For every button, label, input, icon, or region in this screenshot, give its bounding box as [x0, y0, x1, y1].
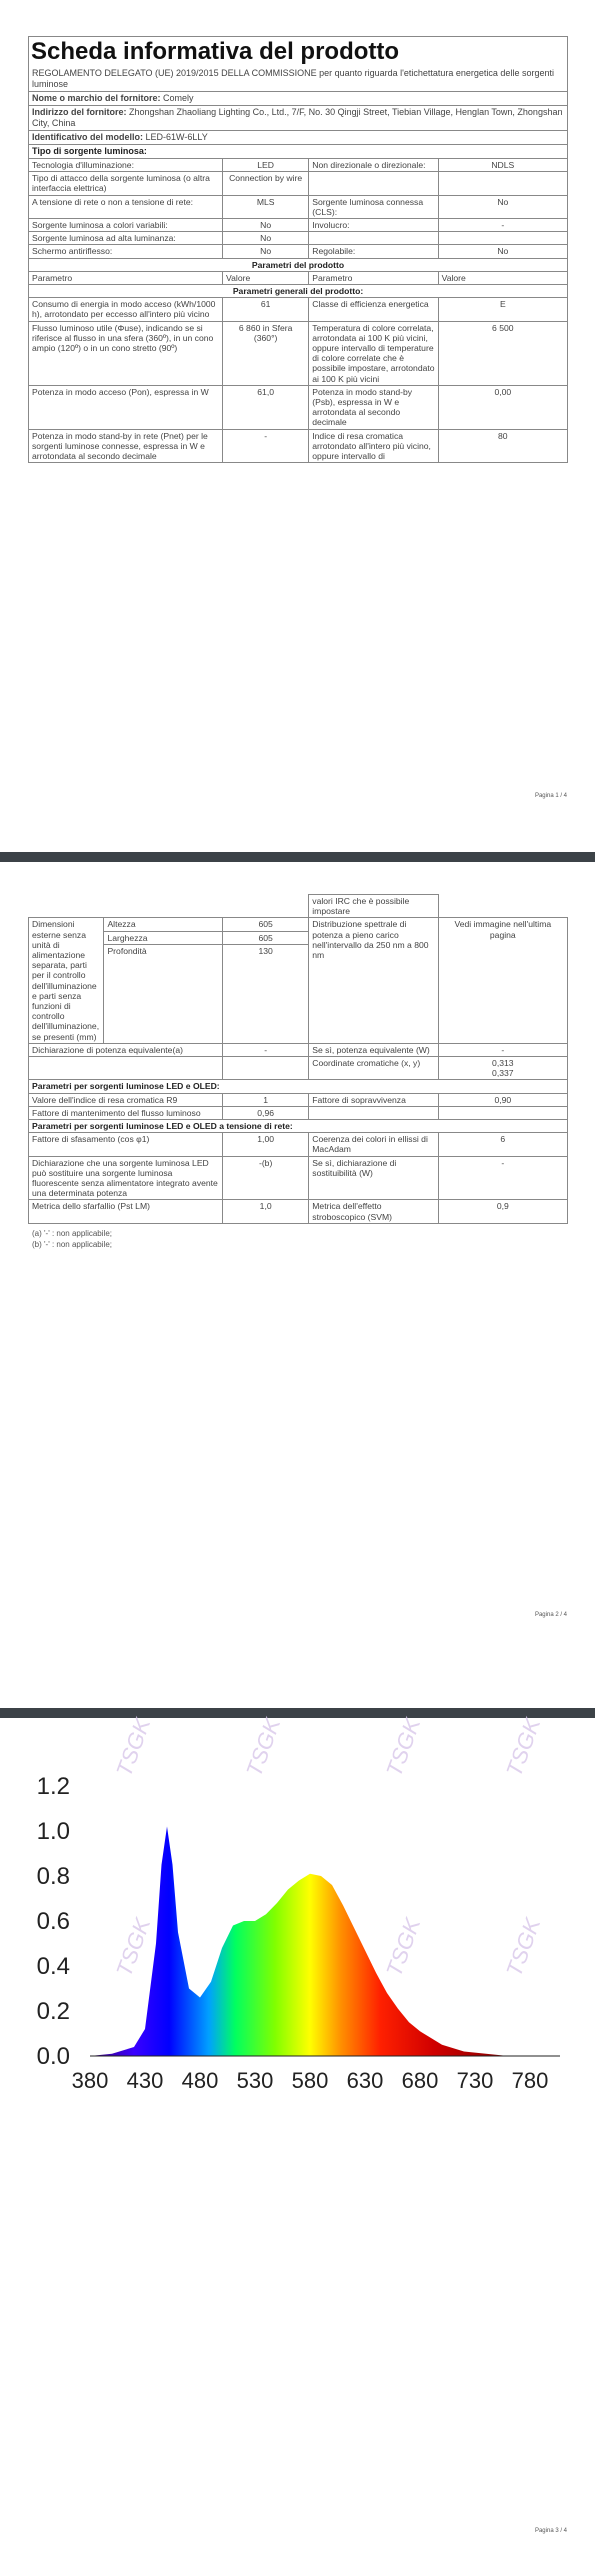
- cell: Indice di resa cromatica arrotondato all'intero più vicino, oppure intervallo di: [309, 429, 438, 463]
- cell: [438, 232, 567, 245]
- cell: 80: [438, 429, 567, 463]
- table-row: [29, 219, 568, 232]
- page-1-content: [28, 36, 568, 463]
- cell: 6 860 in Sfera (360°): [223, 321, 309, 385]
- watermark-text: TSGK: [501, 1714, 546, 1780]
- cell: Fattore di sfasamento (cos φ1): [29, 1133, 223, 1156]
- model-value: LED-61W-6LLY: [145, 132, 208, 142]
- y-tick-label: 0.4: [36, 1953, 70, 1980]
- cell: [438, 172, 567, 195]
- cell: Coordinate cromatiche (x, y): [309, 1057, 438, 1080]
- cell: Schermo antiriflesso:: [29, 245, 223, 258]
- cell: 6 500: [438, 321, 567, 385]
- x-tick-label: 680: [401, 2068, 439, 2093]
- cell: No: [438, 195, 567, 218]
- watermark-text: TSGK: [111, 1714, 156, 1780]
- cell: 0,00: [438, 385, 567, 429]
- table-row: [29, 298, 568, 321]
- cell: Potenza in modo stand-by (Psb), espressa in W e arrotondata al secondo decimale: [309, 385, 438, 429]
- spectrum-chart: [20, 1714, 580, 2098]
- x-tick-label: 430: [126, 2068, 164, 2093]
- brand-value: Comely: [163, 93, 194, 103]
- watermark-text: TSGK: [241, 1714, 286, 1780]
- cell: Consumo di energia in modo acceso (kWh/1000 h), arrotondato per eccesso all'intero più vicino: [29, 298, 223, 321]
- cell: A tensione di rete o non a tensione di rete:: [29, 195, 223, 218]
- spectrum-label: Distribuzione spettrale di potenza a pieno carico nell'intervallo da 250 nm a 800 nm: [309, 918, 438, 1043]
- cell: [309, 1106, 438, 1119]
- cell: Se sì, potenza equivalente (W): [309, 1043, 438, 1056]
- cell: Sorgente luminosa connessa (CLS):: [309, 195, 438, 218]
- cell: Potenza in modo acceso (Pon), espressa in W: [29, 385, 223, 429]
- cell: 1: [223, 1093, 309, 1106]
- cell: Involucro:: [309, 219, 438, 232]
- table-row: [29, 245, 568, 258]
- model-row: [29, 131, 567, 145]
- cell: Tecnologia d'illuminazione:: [29, 159, 223, 172]
- cell: -: [223, 1043, 309, 1056]
- watermark-text: TSGK: [381, 1914, 426, 1980]
- cell: Fattore di mantenimento del flusso luminoso: [29, 1106, 223, 1119]
- cell: Dichiarazione di potenza equivalente(a): [29, 1043, 223, 1056]
- footnote-b: (b) '-' : non applicabile;: [32, 1239, 112, 1249]
- dims-values: [223, 918, 309, 1043]
- page-number: Pagina 1 / 4: [534, 793, 567, 799]
- cell: Connection by wire: [223, 172, 309, 195]
- general-params-heading: Parametri generali del prodotto:: [29, 285, 568, 298]
- cell: Tipo di attacco della sorgente luminosa (o altra interfaccia elettrica): [29, 172, 223, 195]
- height-value: 605: [223, 918, 308, 931]
- cell: 1,0: [223, 1200, 309, 1223]
- table-row: [29, 195, 568, 218]
- x-tick-label: 380: [71, 2068, 109, 2093]
- chromaticity-value: 0,313 0,337: [438, 1057, 567, 1080]
- cell: 0,90: [438, 1093, 567, 1106]
- section-header: [29, 285, 568, 298]
- cell: Coerenza dei colori in ellissi di MacAdam: [309, 1133, 438, 1156]
- page-separator: [0, 1708, 595, 1718]
- x-tick-label: 630: [346, 2068, 384, 2093]
- cell: [438, 895, 567, 918]
- page-separator: [0, 852, 595, 862]
- depth-label: Profondità: [107, 945, 147, 956]
- depth-value: 130: [258, 945, 273, 956]
- watermark-text: TSGK: [111, 1914, 156, 1980]
- cell: MLS: [223, 195, 309, 218]
- section-header: [29, 1080, 568, 1093]
- cell: No: [438, 245, 567, 258]
- y-tick-label: 0.8: [36, 1863, 70, 1890]
- table-row: [29, 1043, 568, 1056]
- cell: 6: [438, 1133, 567, 1156]
- y-tick-label: 0.2: [36, 1998, 70, 2025]
- footnotes: [28, 1228, 568, 1250]
- table-row: [29, 1057, 568, 1080]
- y-tick-label: 1.0: [36, 1818, 70, 1845]
- cell: NDLS: [438, 159, 567, 172]
- x-tick-label: 530: [236, 2068, 274, 2093]
- section-header: [29, 1120, 568, 1133]
- brand-row: [29, 92, 567, 106]
- led-params-heading: Parametri per sorgenti luminose LED e OLED:: [29, 1080, 568, 1093]
- x-tick-label: 730: [456, 2068, 494, 2093]
- height-label: Altezza: [104, 918, 222, 931]
- width-label: Larghezza: [104, 932, 222, 945]
- regulation-text: REGOLAMENTO DELEGATO (UE) 2019/2015 DELLA COMMISSIONE per quanto riguarda l'etichettatura energetica delle sorgenti luminose: [29, 67, 567, 92]
- model-label: Identificativo del modello:: [32, 132, 144, 142]
- cell: Classe di efficienza energetica: [309, 298, 438, 321]
- cell: Flusso luminoso utile (Φuse), indicando se si riferisce al flusso in una sfera (360º), in un cono ampio (120º) o in un cono stretto (90º): [29, 321, 223, 385]
- y-tick-label: 0.0: [36, 2043, 70, 2070]
- table-row: [29, 172, 568, 195]
- cell: 0,9: [438, 1200, 567, 1223]
- cell: Temperatura di colore correlata, arrotondata ai 100 K più vicini, oppure intervallo di temperature di colore correlate che è possibile impostare, arrotondato ai 100 K più vicini: [309, 321, 438, 385]
- cell: [29, 1057, 223, 1080]
- x-tick-label: 480: [181, 2068, 219, 2093]
- cell: No: [223, 232, 309, 245]
- params-table-continued: [28, 894, 568, 1224]
- spectrum-value: Vedi immagine nell'ultima pagina: [438, 918, 567, 1043]
- cell: E: [438, 298, 567, 321]
- table-row: [29, 1133, 568, 1156]
- dimensions-label: Dimensioni esterne senza unità di alimentazione separata, parti per il controllo dell'illuminazione e parti senza funzioni di controllo dell'illuminazione, se presenti (mm): [29, 918, 104, 1043]
- cell: Metrica dell'effetto stroboscopico (SVM): [309, 1200, 438, 1223]
- cell: -: [438, 1156, 567, 1200]
- address-row: [29, 106, 567, 131]
- cell: Valore dell'indice di resa cromatica R9: [29, 1093, 223, 1106]
- column-header: Parametro: [29, 271, 223, 284]
- product-params-heading: Parametri del prodotto: [29, 258, 568, 271]
- spectrum-chart-svg: [20, 1714, 580, 2098]
- page-2: [0, 862, 595, 1708]
- cell: [29, 895, 309, 918]
- cell: [309, 232, 438, 245]
- watermark-text: TSGK: [501, 1914, 546, 1980]
- cell: [438, 1106, 567, 1119]
- cell: Se sì, dichiarazione di sostituibilità (W): [309, 1156, 438, 1200]
- cell: 0,96: [223, 1106, 309, 1119]
- table-row: [29, 429, 568, 463]
- x-tick-label: 780: [511, 2068, 549, 2093]
- source-table: [28, 158, 568, 463]
- cell: Potenza in modo stand-by in rete (Pnet) per le sorgenti luminose connesse, espressa in W e arrotondata al secondo decimale: [29, 429, 223, 463]
- dims-names: [104, 918, 223, 1043]
- cell: Non direzionale o direzionale:: [309, 159, 438, 172]
- mains-params-heading: Parametri per sorgenti luminose LED e OLED a tensione di rete:: [29, 1120, 568, 1133]
- spectrum-area: [90, 1827, 530, 2057]
- x-tick-label: 580: [291, 2068, 329, 2093]
- y-axis-ticks: [37, 1773, 70, 2070]
- page-1: [0, 0, 595, 852]
- table-row: [29, 1156, 568, 1200]
- cell: Fattore di sopravvivenza: [309, 1093, 438, 1106]
- cell: No: [223, 219, 309, 232]
- x-axis-ticks: [72, 2068, 549, 2093]
- column-header: Valore: [223, 271, 309, 284]
- cell: Sorgente luminosa a colori variabili:: [29, 219, 223, 232]
- page-3: [0, 1714, 595, 2560]
- table-row: [29, 232, 568, 245]
- cell: LED: [223, 159, 309, 172]
- cell: 61: [223, 298, 309, 321]
- page-2-content: [28, 894, 568, 1250]
- cell: [223, 1057, 309, 1080]
- section-header: [29, 258, 568, 271]
- header-box: [28, 36, 568, 158]
- table-row: [29, 321, 568, 385]
- cell: 1,00: [223, 1133, 309, 1156]
- dimensions-row: [29, 918, 568, 1043]
- cell: [309, 172, 438, 195]
- cell: No: [223, 245, 309, 258]
- column-header: Parametro: [309, 271, 438, 284]
- address-label: Indirizzo del fornitore:: [32, 107, 127, 117]
- table-row: [29, 385, 568, 429]
- width-value: 605: [223, 932, 308, 945]
- cell: valori IRC che è possibile impostare: [309, 895, 438, 918]
- table-row: [29, 895, 568, 918]
- y-tick-label: 1.2: [36, 1773, 70, 1800]
- cell: -: [438, 219, 567, 232]
- table-row: [29, 1106, 568, 1119]
- doc-title: Scheda informativa del prodotto: [31, 38, 400, 65]
- table-row: [29, 1093, 568, 1106]
- cell: 61,0: [223, 385, 309, 429]
- cell: -: [438, 1043, 567, 1056]
- footnote-a: (a) '-' : non applicabile;: [32, 1228, 112, 1238]
- page-number: Pagina 2 / 4: [534, 1612, 567, 1618]
- cell: -: [223, 429, 309, 463]
- cell: Dichiarazione che una sorgente luminosa LED può sostituire una sorgente luminosa fluorescente senza alimentatore integrato avente una determinata potenza: [29, 1156, 223, 1200]
- y-tick-label: 0.6: [36, 1908, 70, 1935]
- table-row: [29, 1200, 568, 1223]
- watermark-text: TSGK: [381, 1714, 426, 1780]
- table-row: [29, 159, 568, 172]
- table-header-row: [29, 271, 568, 284]
- cell: -(b): [223, 1156, 309, 1200]
- cell: Metrica dello sfarfallio (Pst LM): [29, 1200, 223, 1223]
- column-header: Valore: [438, 271, 567, 284]
- cell: Sorgente luminosa ad alta luminanza:: [29, 232, 223, 245]
- page-number: Pagina 3 / 4: [534, 2528, 567, 2534]
- brand-label: Nome o marchio del fornitore:: [32, 93, 161, 103]
- address-value: Zhongshan Zhaoliang Lighting Co., Ltd., 7/F, No. 30 Qingji Street, Tiebian Village, Henglan Town, Zhongshan City, China: [32, 107, 563, 128]
- cell: Regolabile:: [309, 245, 438, 258]
- source-type-label: Tipo di sorgente luminosa:: [32, 146, 147, 156]
